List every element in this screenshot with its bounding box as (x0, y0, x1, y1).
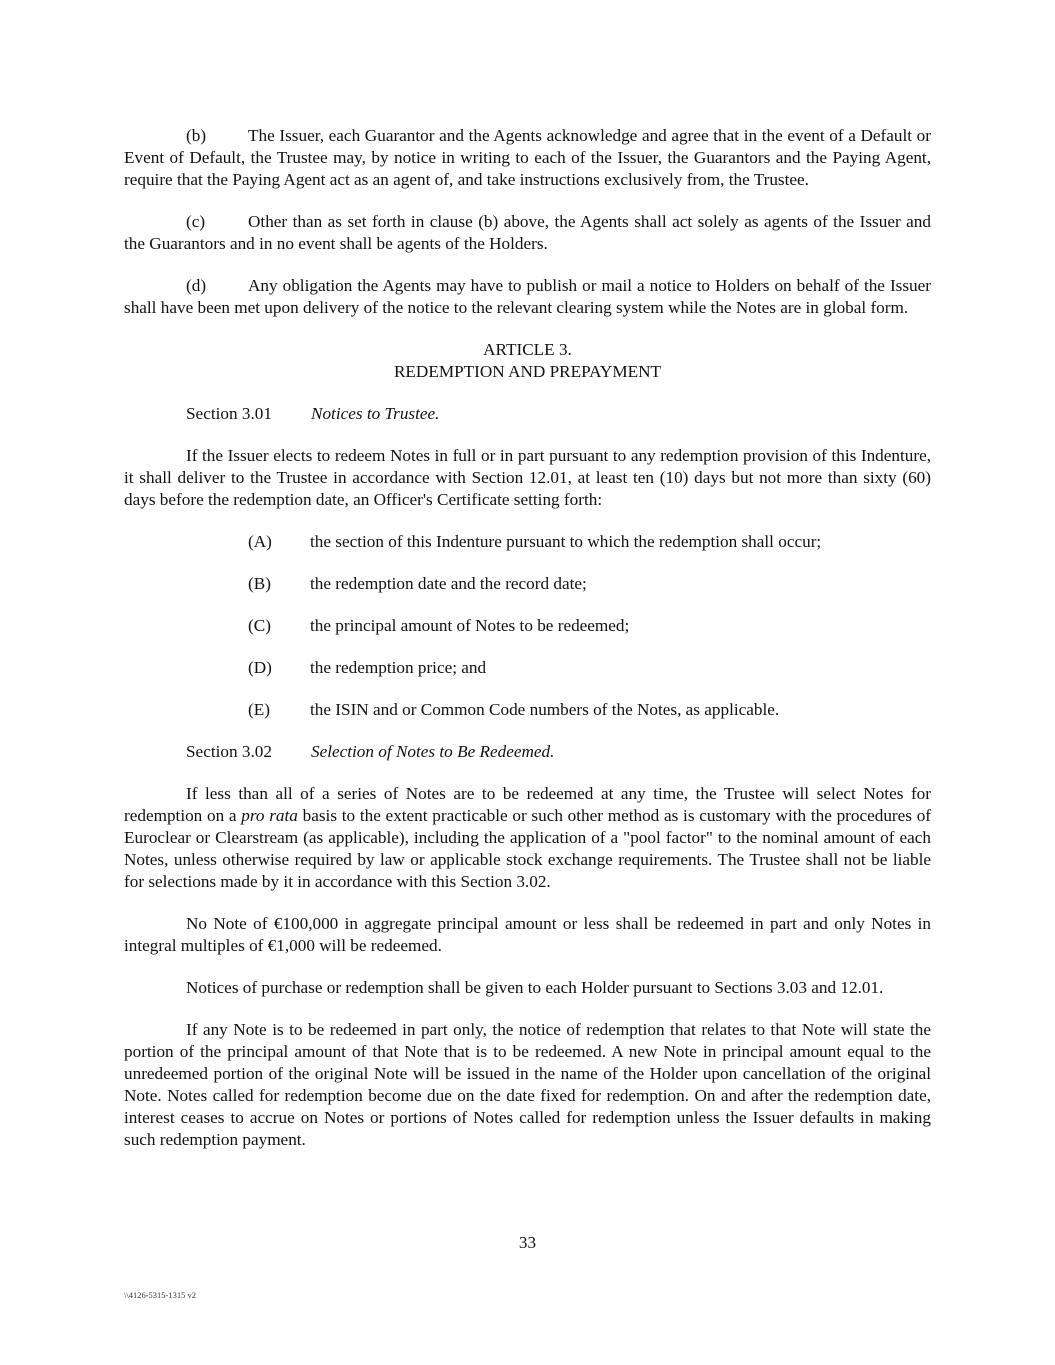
section-heading-3-02 (186, 741, 931, 763)
list-item (248, 615, 931, 637)
clause-text: Any obligation the Agents may have to publish or mail a notice to Holders on behalf of the Issuer shall have been met upon delivery of the notice to the relevant clearing system while the Notes are in global form. (124, 276, 931, 317)
section-3-02-paragraph-2: No Note of €100,000 in aggregate principal amount or less shall be redeemed in part and only Notes in integral multiples of €1,000 will be redeemed. (124, 914, 931, 955)
paragraph-italic-text: pro rata (241, 806, 298, 825)
list-text: the redemption price; and (310, 658, 487, 677)
clause-label: (d) (186, 276, 207, 295)
clause-label: (b) (186, 126, 207, 145)
list-item (248, 699, 931, 721)
section-3-02-paragraph-1 (124, 783, 931, 893)
document-page (124, 125, 931, 1171)
document-id-footer: \\4126-5315-1315 v2 (124, 1290, 197, 1300)
list-label: (D) (248, 658, 272, 677)
paragraph-text: If less than all of a series of Notes are to be redeemed at any time, the Trustee will select Notes for redemption on a (124, 784, 931, 825)
list-text: the principal amount of Notes to be redeemed; (310, 616, 630, 635)
paragraph-text: basis to the extent practicable or such other method as is customary with the procedures of Euroclear or Clearstream (as applicable), including the application of a "pool factor" to the nominal amount of each Notes, unless otherwise required by law or applicable stock exchange requirements. The Trustee shall not be liable for selections made by it in accordance with this Section 3.02. (124, 806, 932, 891)
clause-c (124, 211, 931, 255)
list-label: (E) (248, 700, 270, 719)
section-3-01-intro: If the Issuer elects to redeem Notes in full or in part pursuant to any redemption provision of this Indenture, it shall deliver to the Trustee in accordance with Section 12.01, at least ten (10) days but not more than sixty (60) days before the redemption date, an Officer's Certificate setting forth: (124, 446, 931, 509)
article-heading (124, 339, 931, 383)
list-item (248, 531, 931, 553)
list-item (248, 573, 931, 595)
article-number: ARTICLE 3. (483, 340, 572, 359)
article-title: REDEMPTION AND PREPAYMENT (393, 362, 662, 381)
section-number: Section 3.02 (186, 742, 272, 761)
section-number: Section 3.01 (186, 404, 272, 423)
clause-label: (c) (186, 212, 206, 231)
list-label: (C) (248, 616, 271, 635)
page-number: 33 (518, 1233, 537, 1252)
section-3-02-paragraph-4: If any Note is to be redeemed in part only, the notice of redemption that relates to that Note will state the portion of the principal amount of that Note that is to be redeemed. A new Note in principal amount equal to the unredeemed portion of the original Note will be issued in the name of the Holder upon cancellation of the original Note. Notes called for redemption become due on the date fixed for redemption. On and after the redemption date, interest ceases to accrue on Notes or portions of Notes called for redemption unless the Issuer defaults in making such redemption payment. (124, 1020, 931, 1149)
list-text: the section of this Indenture pursuant to which the redemption shall occur; (310, 532, 822, 551)
section-title: Notices to Trustee. (311, 404, 440, 423)
list-text: the ISIN and or Common Code numbers of the Notes, as applicable. (310, 700, 780, 719)
list-label: (A) (248, 532, 272, 551)
list-text: the redemption date and the record date; (310, 574, 587, 593)
list-item (248, 657, 931, 679)
list-label: (B) (248, 574, 271, 593)
clause-d (124, 275, 931, 319)
section-heading-3-01 (186, 403, 931, 425)
clause-text: The Issuer, each Guarantor and the Agents acknowledge and agree that in the event of a Default or Event of Default, the Trustee may, by notice in writing to each of the Issuer, the Guarantors and the Paying Agent, require that the Paying Agent act as an agent of, and take instructions exclusively from, the Trustee. (124, 126, 931, 189)
section-3-02-paragraph-3: Notices of purchase or redemption shall be given to each Holder pursuant to Sections 3.03 and 12.01. (186, 978, 884, 997)
clause-b (124, 125, 931, 191)
section-title: Selection of Notes to Be Redeemed. (311, 742, 555, 761)
clause-text: Other than as set forth in clause (b) above, the Agents shall act solely as agents of the Issuer and the Guarantors and in no event shall be agents of the Holders. (124, 212, 931, 253)
